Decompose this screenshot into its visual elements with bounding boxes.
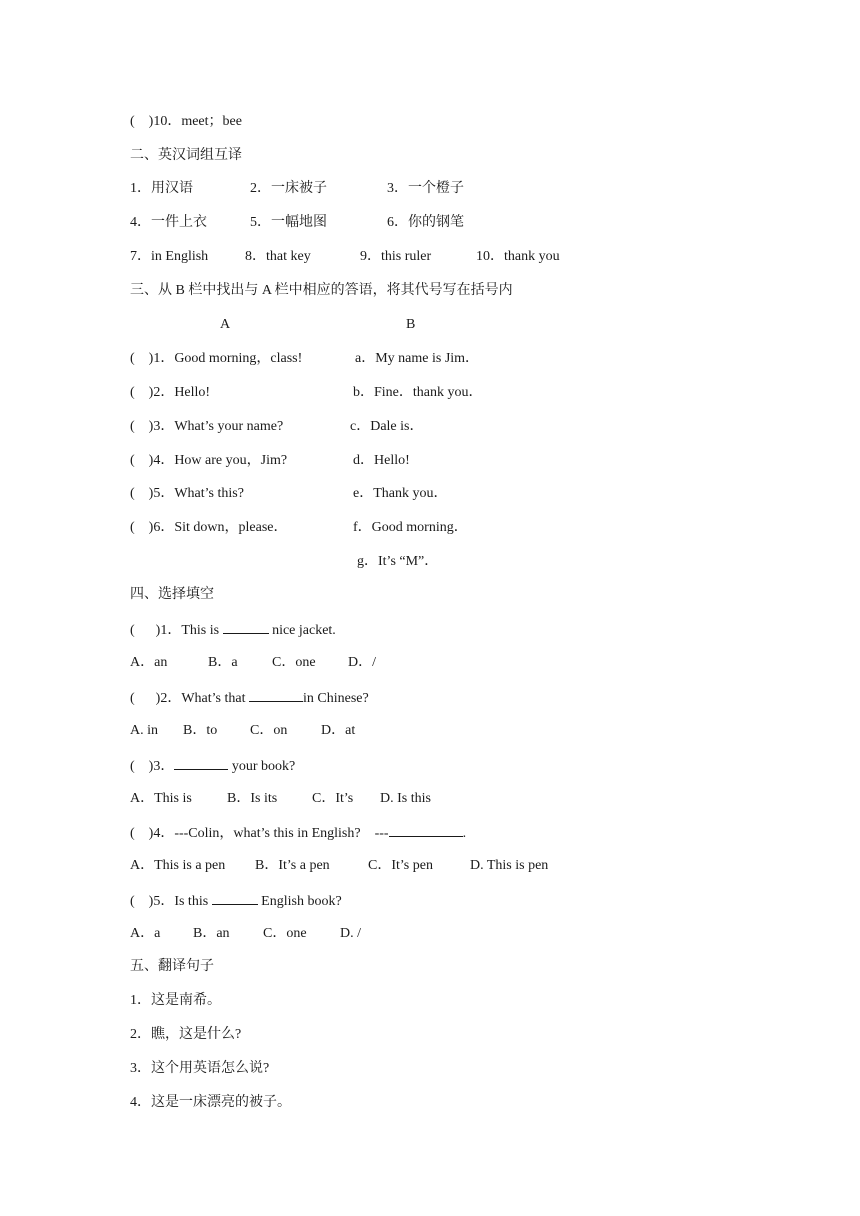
- q3-option-d: D. Is this: [380, 791, 431, 806]
- q5-option-a: A．a: [130, 926, 161, 941]
- match-a-1: ( )1．Good morning，class!: [130, 351, 303, 366]
- match-a-5: ( )5．What’s this?: [130, 486, 244, 501]
- phrase-6: 6．你的钢笔: [387, 215, 464, 230]
- answer-blank[interactable]: [223, 620, 269, 634]
- phrase-7: 7．in English: [130, 249, 209, 264]
- q3-option-a: A．This is: [130, 791, 192, 806]
- translate-sentence-3: 3．这个用英语怎么说?: [130, 1061, 270, 1076]
- choice-question-4: ( )4．---Colin，what’s this in English? --- .: [130, 823, 466, 843]
- phrase-3: 3．一个橙子: [387, 181, 464, 196]
- phrase-8: 8．that key: [245, 249, 311, 264]
- match-a-2: ( )2．Hello!: [130, 385, 211, 400]
- section-4-title: 四、选择填空: [130, 587, 214, 602]
- phrase-1: 1．用汉语: [130, 181, 193, 196]
- q5-option-c: C．one: [263, 926, 307, 941]
- q1-option-c: C．one: [272, 655, 316, 670]
- q3-option-b: B．Is its: [227, 791, 278, 806]
- choice-question-5: ( )5．Is this English book?: [130, 891, 342, 911]
- q4-option-b: B．It’s a pen: [255, 858, 330, 873]
- q4-option-a: A．This is a pen: [130, 858, 226, 873]
- phrase-4: 4．一件上衣: [130, 215, 207, 230]
- q4-option-c: C．It’s pen: [368, 858, 433, 873]
- q2-option-d: D．at: [321, 723, 356, 738]
- translate-sentence-2: 2．瞧，这是什么?: [130, 1027, 242, 1042]
- phrase-2: 2．一床被子: [250, 181, 327, 196]
- q2-option-c: C．on: [250, 723, 288, 738]
- answer-blank[interactable]: [389, 823, 463, 837]
- match-b-5: e．Thank you．: [353, 486, 448, 501]
- match-b-1: a．My name is Jim．: [355, 351, 480, 366]
- match-b-6: f．Good morning．: [353, 520, 468, 535]
- section-3-title: 三、从 B 栏中找出与 A 栏中相应的答语，将其代号写在括号内: [130, 283, 513, 298]
- match-a-6: ( )6．Sit down，please．: [130, 520, 288, 535]
- answer-blank[interactable]: [212, 891, 258, 905]
- q5-option-d: D. /: [340, 926, 361, 941]
- translate-sentence-4: 4．这是一床漂亮的被子。: [130, 1095, 291, 1110]
- q4-option-d: D. This is pen: [470, 858, 549, 873]
- section-5-title: 五、翻译句子: [130, 959, 214, 974]
- match-b-4: d．Hello!: [353, 453, 410, 468]
- choice-question-1: ( )1．This is nice jacket.: [130, 620, 336, 640]
- match-a-4: ( )4．How are you，Jim?: [130, 453, 288, 468]
- phrase-9: 9．this ruler: [360, 249, 432, 264]
- choice-question-2: ( )2．What’s that in Chinese?: [130, 688, 369, 708]
- phrase-5: 5．一幅地图: [250, 215, 327, 230]
- choice-question-3: ( )3． your book?: [130, 756, 295, 776]
- column-b-header: B: [406, 317, 416, 332]
- phrase-10: 10．thank you: [476, 249, 560, 264]
- q1-option-a: A．an: [130, 655, 168, 670]
- question-10: ( )10．meet；bee: [130, 114, 242, 129]
- match-b-2: b．Fine．thank you．: [353, 385, 483, 400]
- q3-option-c: C．It’s: [312, 791, 354, 806]
- answer-blank[interactable]: [249, 688, 303, 702]
- section-2-title: 二、英汉词组互译: [130, 148, 242, 163]
- q2-option-b: B．to: [183, 723, 218, 738]
- match-b-7: g．It’s “M”．: [357, 554, 439, 569]
- q1-option-d: D．/: [348, 655, 376, 670]
- translate-sentence-1: 1．这是南希。: [130, 993, 221, 1008]
- q2-option-a: A. in: [130, 723, 158, 738]
- q1-option-b: B．a: [208, 655, 238, 670]
- match-a-3: ( )3．What’s your name?: [130, 419, 284, 434]
- column-a-header: A: [220, 317, 231, 332]
- match-b-3: c．Dale is．: [350, 419, 424, 434]
- q5-option-b: B．an: [193, 926, 230, 941]
- answer-blank[interactable]: [174, 756, 228, 770]
